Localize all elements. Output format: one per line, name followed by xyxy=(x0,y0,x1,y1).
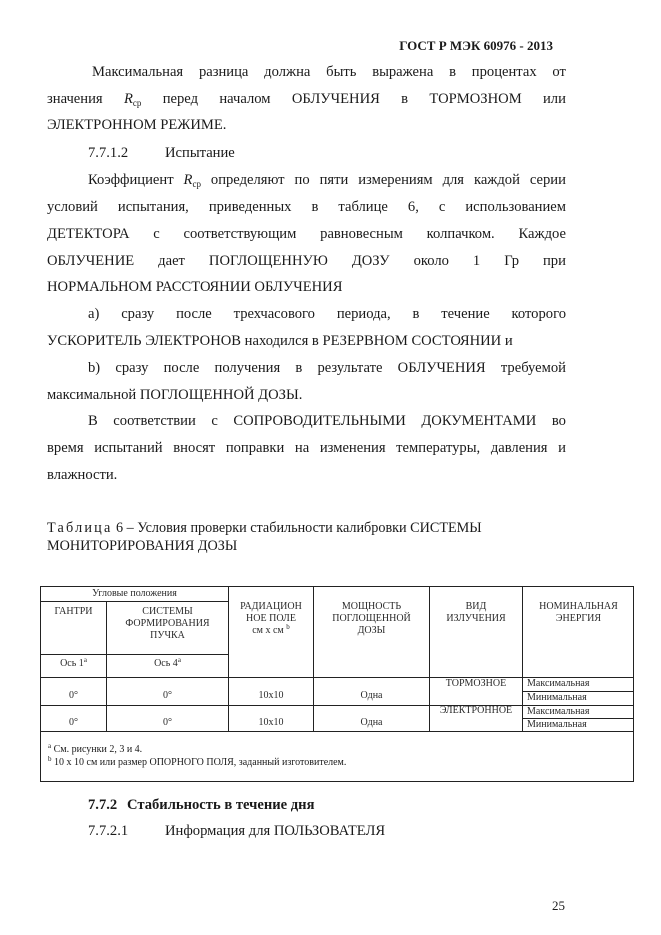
para1-line3: ЭЛЕКТРОННОМ РЕЖИМЕ. xyxy=(47,117,227,133)
table-cell-beam: 0° xyxy=(163,717,172,728)
section-772-number: 7.7.2 xyxy=(88,797,118,813)
table-cell-beam: 0° xyxy=(163,690,172,701)
item-b-line2: максимальной ПОГЛОЩЕННОЙ ДОЗЫ. xyxy=(47,387,303,403)
table-cell-energy-min: Минимальная xyxy=(527,692,587,703)
para2-line4: ОБЛУЧЕНИЕ дает ПОГЛОЩЕННУЮ ДОЗУ около 1 Гр при xyxy=(47,253,566,269)
nominal-energy-header: НОМИНАЛЬНАЯ ЭНЕРГИЯ xyxy=(539,601,618,624)
table-cell-gantry: 0° xyxy=(69,717,78,728)
gantry-header: ГАНТРИ xyxy=(54,606,93,617)
table-cell-energy-max: Максимальная xyxy=(527,678,590,689)
table-cell-field: 10x10 xyxy=(258,717,284,728)
item-a-line1: а) сразу после трехчасового периода, в течение которого xyxy=(88,306,566,322)
radiation-type-header: ВИД ИЗЛУЧЕНИЯ xyxy=(446,601,506,624)
para3-line3: влажности. xyxy=(47,467,118,483)
table-caption: Таблица 6 – Условия проверки стабильности калибровки СИСТЕМЫ xyxy=(47,520,482,536)
axis4-header: Ось $4^а$ xyxy=(154,656,181,669)
para2-line1: Коэффициент $R_{ср}$ определяют по пяти измерениям для каждой серии xyxy=(88,172,566,189)
section-7721-number: 7.7.2.1 xyxy=(88,823,129,839)
section-772-title: Стабильность в течение дня xyxy=(127,797,315,813)
table-footnote-b: $^b$ 10 х 10 см или размер ОПОРНОГО ПОЛЯ, заданный изготовителем. xyxy=(48,755,347,768)
item-a-line2: УСКОРИТЕЛЬ ЭЛЕКТРОНОВ находился в РЕЗЕРВНОМ СОСТОЯНИИ и xyxy=(47,333,513,349)
axis1-header: Ось $1^а$ xyxy=(60,656,87,669)
section-7721-title: Информация для ПОЛЬЗОВАТЕЛЯ xyxy=(165,823,386,839)
table-caption-line2: МОНИТОРИРОВАНИЯ ДОЗЫ xyxy=(47,538,238,554)
r-symbol: R xyxy=(183,172,193,188)
table-cell-type: ТОРМОЗНОЕ xyxy=(445,678,507,689)
angular-positions-header: Угловые положения xyxy=(92,588,177,599)
dose-rate-header: МОЩНОСТЬ ПОГЛОЩЕННОЙ ДОЗЫ xyxy=(332,601,411,636)
document-header: ГОСТ Р МЭК 60976 - 2013 xyxy=(399,38,553,53)
para3-line1: В соответствии с СОПРОВОДИТЕЛЬНЫМИ ДОКУМЕНТАМИ во xyxy=(88,413,566,429)
item-b-line1: b) сразу после получения в результате ОБЛУЧЕНИЯ требуемой xyxy=(88,360,566,376)
table-cell-power: Одна xyxy=(360,717,383,728)
page-number: 25 xyxy=(552,898,565,913)
r-symbol: R xyxy=(123,91,133,107)
section-7712-number: 7.7.1.2 xyxy=(88,145,129,161)
table-cell-power: Одна xyxy=(360,690,383,701)
table-cell-field: 10x10 xyxy=(258,690,284,701)
para3-line2: время испытаний вносят поправки на изменения температуры, давления и xyxy=(47,440,566,456)
table-footnote-a: $^а$ См. рисунки 2, 3 и 4. xyxy=(48,742,143,755)
beam-system-header: СИСТЕМЫ ФОРМИРОВАНИЯ ПУЧКА xyxy=(125,606,210,641)
table-cell-energy-min: Минимальная xyxy=(527,719,587,730)
para2-line5: НОРМАЛЬНОМ РАССТОЯНИИ ОБЛУЧЕНИЯ xyxy=(47,279,343,295)
table-cell-type: ЭЛЕКТРОННОЕ xyxy=(439,705,513,716)
table-cell-gantry: 0° xyxy=(69,690,78,701)
para1-line2: значения $R_{ср}$ перед началом ОБЛУЧЕНИЯ в ТОРМОЗНОМ или xyxy=(47,91,566,108)
para1-line1: Максимальная разница должна быть выражена в процентах от xyxy=(92,64,566,80)
radiation-field-header: РАДИАЦИОН НОЕ ПОЛЕ см х см $^b$ xyxy=(240,601,302,636)
para2-line2: условий испытания, приведенных в таблице 6, с использованием xyxy=(47,199,566,215)
section-7712-title: Испытание xyxy=(165,145,235,161)
para2-line3: ДЕТЕКТОРА с соответствующим равновесным колпачком. Каждое xyxy=(47,226,566,242)
table-cell-energy-max: Максимальная xyxy=(527,706,590,717)
